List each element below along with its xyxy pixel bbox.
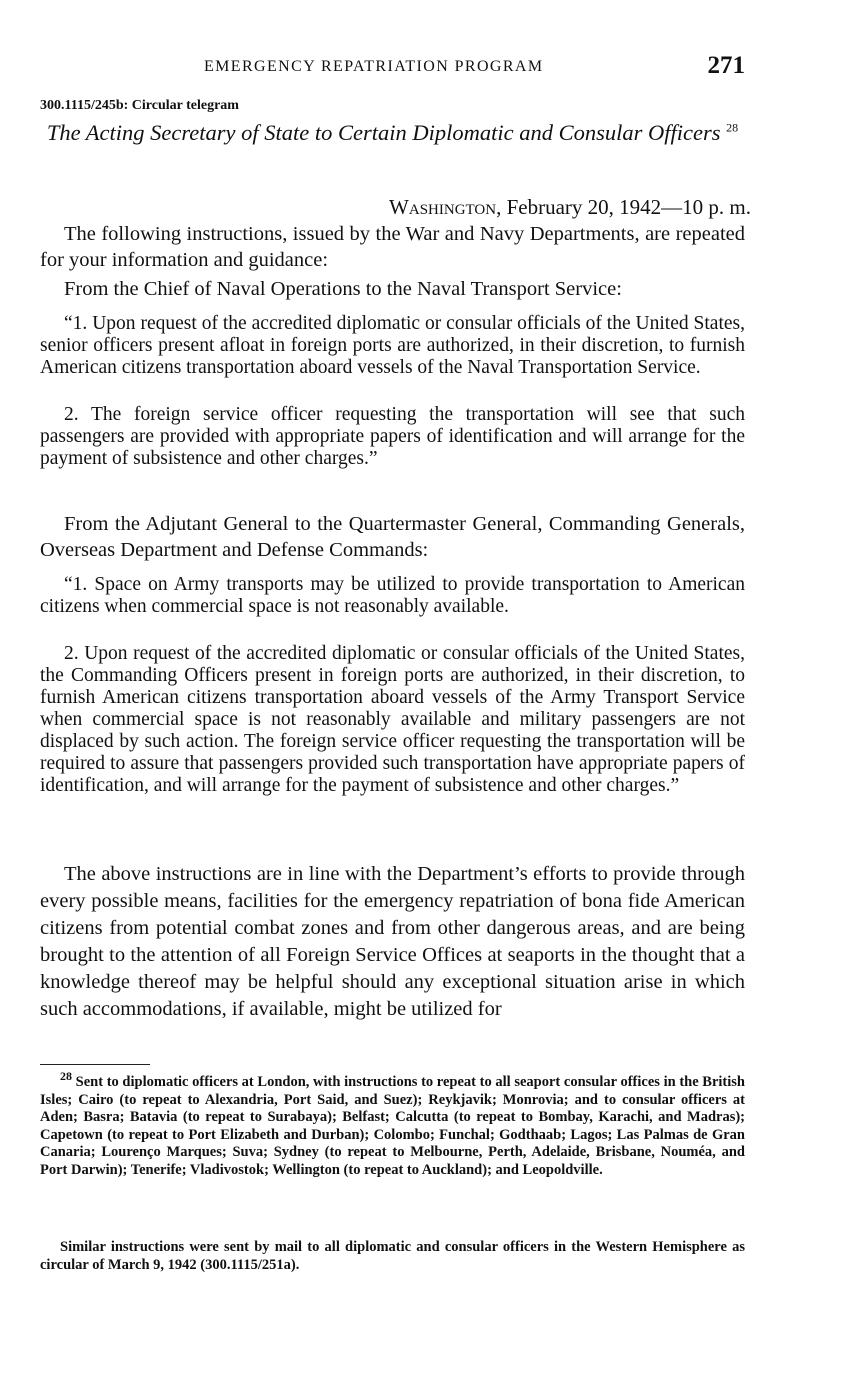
army-heading: From the Adjutant General to the Quartermaster General, Commanding Generals, Overseas Department and Defense Commands:	[40, 513, 745, 561]
dateline-date: February 20, 1942—10 p. m.	[506, 195, 751, 219]
footnote-divider	[40, 1064, 150, 1065]
running-head-title: EMERGENCY REPATRIATION PROGRAM	[204, 58, 544, 75]
naval-heading: From the Chief of Naval Operations to the Naval Transport Service:	[64, 278, 622, 300]
dateline-city: Washington,	[389, 195, 502, 219]
naval-item-1: “1. Upon request of the accredited diplomatic or consular officials of the United States, senior officers present afloat in foreign ports are authorized, in their discretion, to furnish American citizens transportation aboard vessels of the Naval Transportation Service.	[40, 313, 745, 378]
naval-item-2: 2. The foreign service officer requesting the transportation will see that such passengers are provided with appropriate papers of identification and will arrange for the payment of subsistence and other charges.”	[40, 404, 745, 469]
dateline	[389, 195, 751, 220]
footnote-text: Sent to diplomatic officers at London, with instructions to repeat to all seaport consular offices in the British Isles; Cairo (to repeat to Alexandria, Port Said, and Suez); Reykjavik; Monrovia; and to consular officers at Aden; Basra; Batavia (to repeat to Surabaya); Belfast; Calcutta (to repeat to Bombay, Karachi, and Madras); Capetown (to repeat to Port Elizabeth and Durban); Colombo; Funchal; Godthaab; Lagos; Las Palmas de Gran Canaria; Lourenço Marques; Suva; Sydney (to repeat to Melbourne, Perth, Adelaide, Brisbane, Nouméa, and Port Darwin); Tenerife; Vladivostok; Wellington (to repeat to Auckland); and Leopoldville.	[40, 1074, 745, 1178]
page-number: 271	[707, 52, 745, 79]
footnote-28	[40, 1069, 745, 1180]
footnote-mark: 28	[60, 1069, 72, 1084]
closing-paragraph: The above instructions are in line with the Department’s efforts to provide through every possible means, facilities for the emergency repatriation of bona fide American citizens from potential combat zones and from other dangerous areas, and are being brought to the attention of all Foreign Service Offices at seaports in the thought that a knowledge thereof may be helpful should any exceptional situation arise in which such accommodations, if available, might be utilized for	[40, 863, 745, 1020]
footnote-continuation: Similar instructions were sent by mail to all diplomatic and consular officers in the Western Hemisphere as circular of March 9, 1942 (300.1115/251a).	[40, 1239, 745, 1273]
document-title-text: The Acting Secretary of State to Certain Diplomatic and Consular Officers	[46, 120, 721, 145]
army-item-1: “1. Space on Army transports may be utilized to provide transportation to American citizens when commercial space is not reasonably available.	[40, 574, 745, 617]
intro-paragraph: The following instructions, issued by the War and Navy Departments, are repeated for your information and guidance:	[40, 223, 745, 271]
army-item-2: 2. Upon request of the accredited diplomatic or consular officials of the United States, the Commanding Officers present in foreign ports are authorized, in their discretion, to furnish American citizens transportation aboard vessels of the Army Transport Service when commercial space is not reasonably available and military passengers are not displaced by such action. The foreign service officer requesting the transportation will be required to assure that passengers provided such transportation have appropriate papers of identification, and will arrange for the payment of subsistence and other charges.”	[40, 643, 745, 796]
document-reference: 300.1115/245b: Circular telegram	[40, 98, 239, 113]
running-head	[40, 52, 745, 82]
document-title	[40, 120, 745, 145]
title-footnote-mark: 28	[726, 120, 739, 135]
